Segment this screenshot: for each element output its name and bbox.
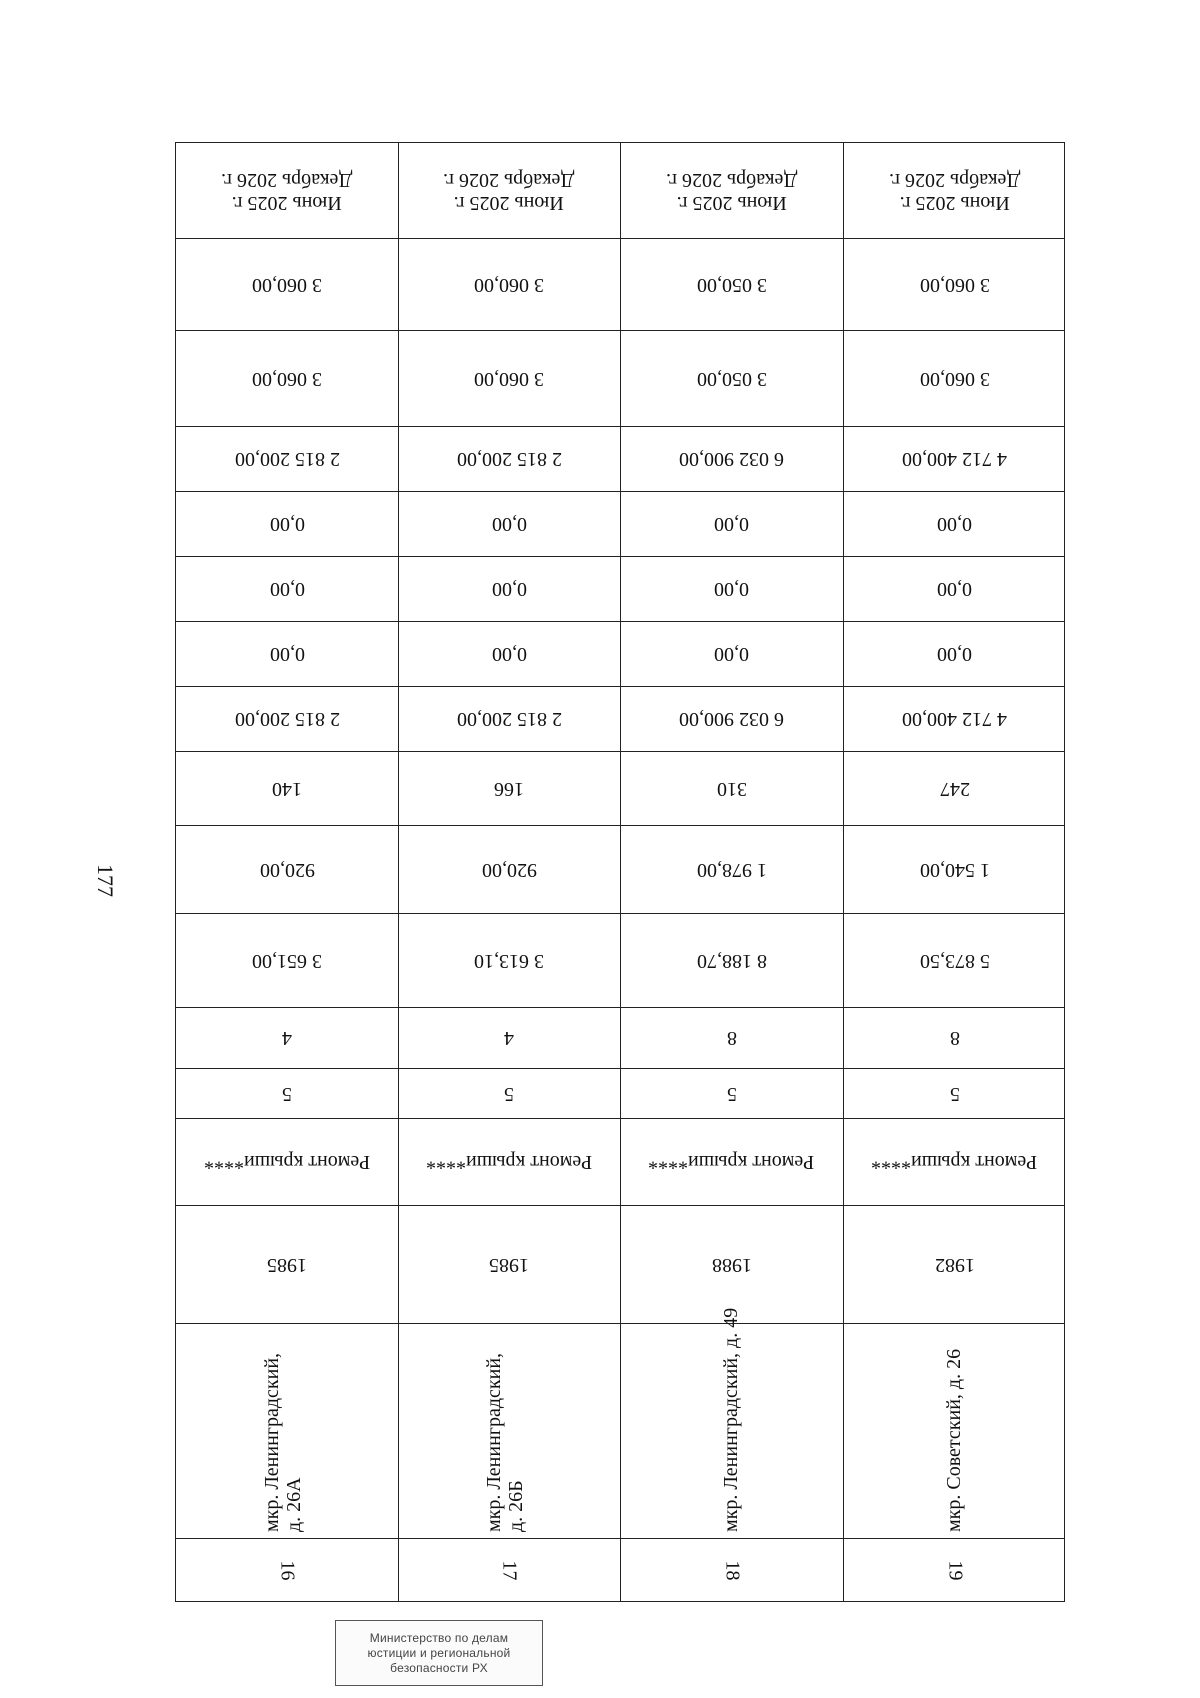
fund-local-cell [620, 491, 843, 556]
address-text [720, 1308, 742, 1532]
fund-federal: 0,00 [491, 643, 527, 665]
roof-area-cell [620, 825, 843, 913]
fund-regional: 0,00 [714, 578, 749, 600]
fund-owners: 6 032 900,00 [679, 448, 784, 470]
fund-local: 0,00 [937, 513, 972, 535]
limit-cost-cell [176, 238, 398, 330]
entrances-cell [843, 1007, 1066, 1068]
period-cell [843, 143, 1066, 238]
row-number-cell [176, 1538, 398, 1603]
unit-cost-cell [398, 330, 620, 426]
area: 3 613,10 [474, 949, 544, 972]
year-cell [398, 1205, 620, 1323]
floors-cell [398, 1068, 620, 1118]
residents: 140 [272, 777, 302, 800]
fund-owners-cell [176, 426, 398, 491]
address-cell [176, 1323, 398, 1538]
address-line-2: д. 26А [283, 1477, 305, 1532]
limit-cost-cell [398, 238, 620, 330]
year-cell [176, 1205, 398, 1323]
year-cell [843, 1205, 1066, 1323]
address-text [261, 1353, 305, 1532]
roof-area: 1 978,00 [696, 858, 767, 881]
unit-cost: 3 060,00 [919, 367, 990, 390]
total-cost-cell [398, 686, 620, 751]
address-cell [843, 1323, 1066, 1538]
row-number: 18 [721, 1560, 743, 1581]
period-cell [176, 143, 398, 238]
entrances-cell [398, 1007, 620, 1068]
roof-area-cell [176, 825, 398, 913]
fund-regional: 0,00 [937, 578, 972, 600]
roof-area: 1 540,00 [919, 858, 990, 881]
repair-schedule-table [175, 142, 1065, 1602]
roof-area-cell [398, 825, 620, 913]
fund-federal-cell [620, 621, 843, 686]
fund-local: 0,00 [269, 513, 305, 535]
page-number: 177 [93, 864, 118, 897]
floors: 5 [282, 1082, 292, 1105]
work-cell [398, 1118, 620, 1205]
address-cell [398, 1323, 620, 1538]
floors-cell [176, 1068, 398, 1118]
row-number: 16 [276, 1560, 299, 1581]
total-cost: 2 815 200,00 [234, 708, 340, 730]
period-end: Декабрь 2026 г. [221, 168, 353, 191]
total-cost: 4 712 400,00 [902, 708, 1007, 730]
period-cell [620, 143, 843, 238]
fund-local: 0,00 [491, 513, 527, 535]
limit-cost: 3 050,00 [696, 273, 767, 296]
area: 8 188,70 [696, 949, 767, 972]
limit-cost-cell [620, 238, 843, 330]
residents-cell [176, 751, 398, 825]
fund-federal: 0,00 [937, 643, 972, 665]
fund-owners: 4 712 400,00 [902, 448, 1007, 470]
floors: 5 [949, 1082, 960, 1105]
residents: 166 [494, 777, 524, 800]
fund-owners: 2 815 200,00 [456, 448, 562, 470]
year: 1982 [934, 1253, 975, 1276]
row-number-cell [398, 1538, 620, 1603]
address-line-1: мкр. Ленинградский, д. 49 [719, 1307, 742, 1532]
entrances: 8 [726, 1027, 737, 1049]
floors: 5 [726, 1082, 737, 1105]
work-cell [620, 1118, 843, 1205]
limit-cost: 3 060,00 [919, 273, 990, 296]
total-cost-cell [843, 686, 1066, 751]
address-line-2: д. 26Б [505, 1480, 527, 1532]
stamp-line-3: безопасности РХ [390, 1660, 488, 1675]
total-cost-cell [176, 686, 398, 751]
work-cell [843, 1118, 1066, 1205]
fund-federal-cell [176, 621, 398, 686]
fund-owners-cell [843, 426, 1066, 491]
period-start: Июнь 2025 г. [899, 191, 1010, 214]
fund-owners-cell [398, 426, 620, 491]
unit-cost-cell [176, 330, 398, 426]
period-start: Июнь 2025 г. [676, 191, 787, 214]
year: 1985 [489, 1253, 529, 1276]
stamp-line-2: юстиции и региональной [367, 1645, 511, 1660]
period-end: Декабрь 2026 г. [888, 168, 1021, 191]
floors-cell [620, 1068, 843, 1118]
residents-cell [620, 751, 843, 825]
fund-owners-cell [620, 426, 843, 491]
address-text [943, 1349, 965, 1532]
period-cell [398, 143, 620, 238]
area-cell [620, 913, 843, 1007]
fund-local-cell [843, 491, 1066, 556]
fund-local-cell [176, 491, 398, 556]
address-line-1: мкр. Ленинградский, [483, 1352, 505, 1532]
work-cell [176, 1118, 398, 1205]
fund-local-cell [398, 491, 620, 556]
area-cell [176, 913, 398, 1007]
period-start: Июнь 2025 г. [453, 191, 565, 214]
entrances: 8 [949, 1027, 960, 1049]
unit-cost-cell [620, 330, 843, 426]
roof-area: 920,00 [259, 858, 315, 881]
fund-owners: 2 815 200,00 [234, 448, 340, 470]
area-cell [398, 913, 620, 1007]
ministry-stamp [335, 1620, 543, 1686]
fund-regional-cell [176, 556, 398, 621]
address-cell [620, 1307, 843, 1538]
row-number: 17 [498, 1560, 521, 1581]
fund-regional-cell [843, 556, 1066, 621]
fund-federal-cell [398, 621, 620, 686]
stamp-line-1: Министерство по делам [369, 1630, 509, 1645]
address-text [483, 1353, 527, 1532]
row-number-cell [843, 1538, 1066, 1603]
year: 1985 [267, 1253, 307, 1276]
residents: 310 [716, 777, 747, 800]
residents: 247 [939, 777, 970, 800]
floors: 5 [504, 1082, 514, 1105]
entrances-cell [176, 1007, 398, 1068]
year-cell [620, 1205, 843, 1323]
row-number: 19 [944, 1560, 966, 1581]
fund-regional: 0,00 [491, 578, 527, 600]
unit-cost-cell [843, 330, 1066, 426]
period-start: Июнь 2025 г. [231, 191, 343, 214]
floors-cell [843, 1068, 1066, 1118]
total-cost: 2 815 200,00 [456, 708, 562, 730]
limit-cost: 3 060,00 [252, 273, 322, 296]
address-line-1: мкр. Советский, д. 26 [942, 1348, 965, 1532]
entrances: 4 [504, 1027, 514, 1049]
residents-cell [398, 751, 620, 825]
work: Ремонт крыши**** [648, 1151, 815, 1173]
fund-regional-cell [398, 556, 620, 621]
work: Ремонт крыши**** [203, 1151, 371, 1173]
roof-area: 920,00 [481, 858, 537, 881]
area-cell [843, 913, 1066, 1007]
address-line-1: мкр. Ленинградский, [261, 1352, 283, 1532]
area: 5 873,50 [919, 949, 990, 972]
limit-cost-cell [843, 238, 1066, 330]
area: 3 651,00 [252, 949, 322, 972]
work: Ремонт крыши**** [425, 1151, 593, 1173]
period-end: Декабрь 2026 г. [443, 168, 575, 191]
fund-regional: 0,00 [269, 578, 305, 600]
fund-regional-cell [620, 556, 843, 621]
total-cost: 6 032 900,00 [679, 708, 784, 730]
unit-cost: 3 050,00 [696, 367, 767, 390]
entrances: 4 [282, 1027, 292, 1049]
fund-local: 0,00 [714, 513, 749, 535]
work: Ремонт крыши**** [871, 1151, 1038, 1173]
total-cost-cell [620, 686, 843, 751]
fund-federal: 0,00 [714, 643, 749, 665]
limit-cost: 3 060,00 [474, 273, 544, 296]
residents-cell [843, 751, 1066, 825]
period-end: Декабрь 2026 г. [665, 168, 798, 191]
fund-federal-cell [843, 621, 1066, 686]
unit-cost: 3 060,00 [252, 367, 322, 390]
entrances-cell [620, 1007, 843, 1068]
fund-federal: 0,00 [269, 643, 305, 665]
unit-cost: 3 060,00 [474, 367, 544, 390]
roof-area-cell [843, 825, 1066, 913]
row-number-cell [620, 1538, 843, 1603]
year: 1988 [711, 1253, 752, 1276]
